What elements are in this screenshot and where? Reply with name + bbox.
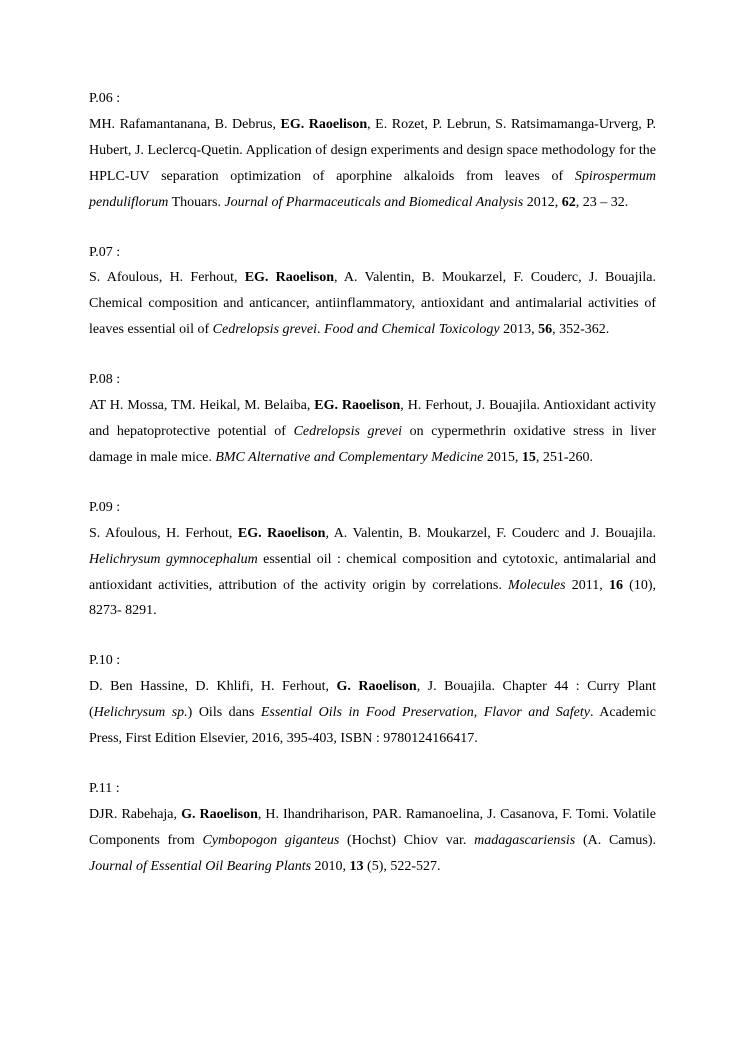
publication-list	[89, 86, 656, 904]
citation-text: 2013,	[499, 322, 539, 338]
citation-text: DJR. Rabehaja,	[89, 806, 182, 822]
publication-id: P.11 :	[89, 780, 120, 796]
publication-entry-p06	[89, 86, 656, 216]
citation-volume: 62	[561, 194, 576, 210]
citation-text: essential oil : chemical composition and cytotoxic, antimalarial and antioxidant activities, attribution of the activity origin by correlations.	[89, 551, 656, 593]
publication-entry-p08	[89, 367, 656, 471]
citation-text: , A. Valentin, B. Moukarzel, F. Couderc and J. Bouajila.	[325, 525, 656, 541]
citation-text: , A. Valentin, B. Moukarzel, F. Couderc, J. Bouajila. Chemical composition and anticancer, antiinflammatory, antioxidant and antimalarial activities of leaves essential oil of	[89, 270, 656, 338]
citation-species: Helichrysum gymnocephalum	[89, 551, 258, 567]
citation-text: AT H. Mossa, TM. Heikal, M. Belaiba,	[89, 398, 315, 414]
citation-text: 2010,	[311, 858, 350, 874]
citation-journal: Molecules	[508, 577, 566, 593]
publication-entry-p07	[89, 240, 656, 344]
publication-entry-p09	[89, 495, 656, 625]
citation-volume: 16	[608, 577, 623, 593]
citation-volume: 15	[521, 449, 536, 465]
citation-text: , 23 – 32.	[575, 194, 629, 210]
publication-citation	[89, 802, 656, 880]
publication-citation	[89, 393, 656, 471]
citation-journal: Journal of Pharmaceuticals and Biomedical Analysis	[224, 194, 524, 210]
citation-volume: 13	[349, 858, 364, 874]
citation-text: S. Afoulous, H. Ferhout,	[89, 270, 245, 286]
citation-text: 2011,	[565, 577, 609, 593]
citation-book-title: Essential Oils in Food Preservation, Flavor and Safety	[260, 705, 591, 721]
citation-author-highlight: G. Raoelison	[181, 806, 258, 822]
citation-author-highlight: EG. Raoelison	[314, 398, 401, 414]
publication-id: P.10 :	[89, 653, 121, 669]
publication-id: P.09 :	[89, 499, 121, 515]
citation-text: . Academic Press, First Edition Elsevier, 2016, 395-403, ISBN : 9780124166417.	[89, 705, 656, 747]
citation-species: Cymbopogon giganteus	[202, 832, 340, 848]
publication-citation	[89, 674, 656, 752]
citation-journal: Food and Chemical Toxicology	[323, 322, 500, 338]
citation-author-highlight: G. Raoelison	[336, 679, 417, 695]
citation-journal: Journal of Essential Oil Bearing Plants	[89, 858, 312, 874]
publication-id: P.06 :	[89, 91, 121, 106]
citation-text: Thouars.	[168, 194, 225, 210]
citation-species: Cedrelopsis grevei	[293, 423, 402, 439]
citation-text: , H. Ihandriharison, PAR. Ramanoelina, J. Casanova, F. Tomi. Volatile Components from	[89, 806, 657, 848]
citation-author-highlight: EG. Raoelison	[280, 116, 368, 132]
citation-species: Cedrelopsis grevei	[212, 322, 317, 338]
publication-citation	[89, 112, 656, 216]
citation-volume: 56	[538, 322, 553, 338]
citation-author-highlight: EG. Raoelison	[237, 525, 326, 541]
citation-variety: madagascariensis	[474, 832, 576, 848]
citation-text: S. Afoulous, H. Ferhout,	[89, 525, 238, 541]
publication-entry-p11	[89, 776, 656, 880]
citation-text: 2015,	[483, 449, 522, 465]
citation-text: , 251-260.	[535, 449, 594, 465]
publication-citation	[89, 265, 656, 343]
citation-text: (Hochst) Chiov var.	[339, 832, 475, 848]
citation-text: MH. Rafamantanana, B. Debrus,	[89, 116, 281, 132]
citation-text: D. Ben Hassine, D. Khlifi, H. Ferhout,	[89, 679, 337, 695]
citation-text: (5), 522-527.	[363, 858, 441, 874]
citation-species: Helichrysum sp.	[93, 705, 188, 721]
citation-text: ) Oils dans	[187, 705, 261, 721]
citation-text: (A. Camus).	[575, 832, 656, 848]
citation-text: , H. Ferhout, J. Bouajila. Antioxidant activity and hepatoprotective potential of	[89, 398, 656, 439]
citation-text: 2012,	[523, 194, 562, 210]
citation-text: on cypermethrin oxidative stress in liver damage in male mice.	[89, 423, 656, 465]
citation-text: (10), 8273- 8291.	[89, 577, 657, 619]
publication-entry-p10	[89, 648, 656, 752]
citation-text: , J. Bouajila. Chapter 44 : Curry Plant (	[89, 679, 656, 721]
publication-id: P.08 :	[89, 372, 121, 388]
citation-text: , 352-362.	[552, 322, 610, 338]
citation-text: , E. Rozet, P. Lebrun, S. Ratsimamanga-Urverg, P. Hubert, J. Leclercq-Quetin. Application of design experiments and design space methodology for the HPLC-UV separation optimization of aporphine alkaloids from leaves of	[89, 116, 656, 184]
citation-text: .	[316, 322, 324, 338]
citation-author-highlight: EG. Raoelison	[244, 270, 334, 286]
citation-species: Spirospermum penduliflorum	[89, 168, 656, 210]
citation-journal: BMC Alternative and Complementary Medicine	[215, 449, 484, 465]
publication-citation	[89, 521, 656, 625]
publication-id: P.07 :	[89, 244, 121, 260]
